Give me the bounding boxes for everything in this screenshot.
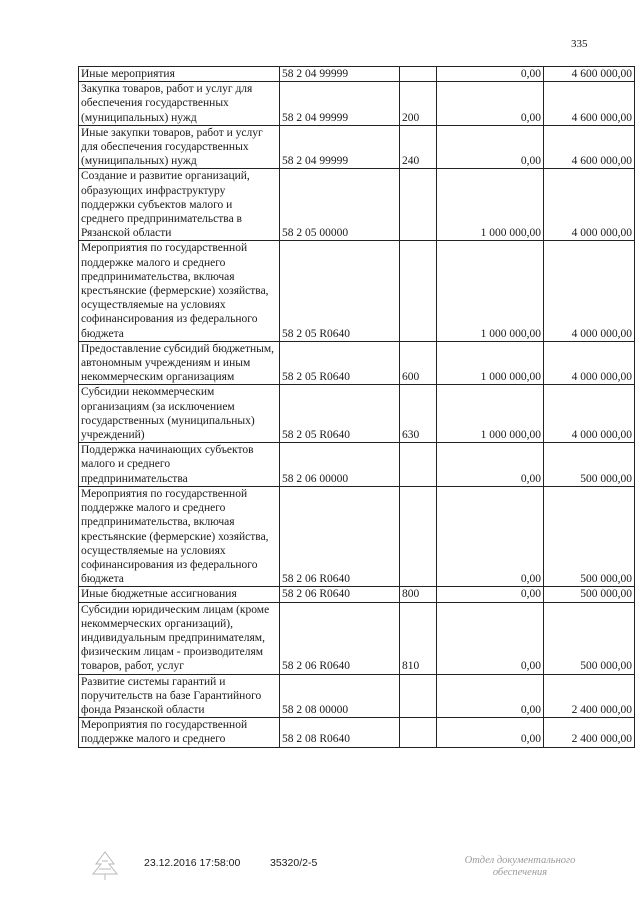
- cell-amount-b: 2 400 000,00: [544, 674, 635, 718]
- cell-type: 800: [400, 587, 437, 602]
- cell-name: Иные бюджетные ассигнования: [79, 587, 280, 602]
- cell-type: 240: [400, 125, 437, 169]
- cell-name: Иные мероприятия: [79, 67, 280, 82]
- cell-amount-b: 4 000 000,00: [544, 169, 635, 241]
- cell-amount-a: 1 000 000,00: [437, 341, 544, 385]
- cell-code: 58 2 04 99999: [280, 67, 400, 82]
- tree-stamp-icon: [88, 849, 122, 883]
- cell-name: Предоставление субсидий бюджетным, автономным учреждениям и иным некоммерческим организациям: [79, 341, 280, 385]
- table-row: [79, 385, 635, 443]
- cell-amount-a: 0,00: [437, 718, 544, 747]
- cell-amount-b: 500 000,00: [544, 486, 635, 586]
- cell-type: [400, 241, 437, 341]
- cell-code: 58 2 04 99999: [280, 125, 400, 169]
- cell-type: 600: [400, 341, 437, 385]
- table-row: [79, 602, 635, 674]
- page-number: 335: [571, 38, 588, 50]
- table-row: [79, 341, 635, 385]
- cell-name: Поддержка начинающих субъектов малого и среднего предпринимательства: [79, 443, 280, 487]
- table-row: [79, 67, 635, 82]
- table-row: [79, 125, 635, 169]
- cell-code: 58 2 04 99999: [280, 82, 400, 126]
- cell-amount-a: 1 000 000,00: [437, 169, 544, 241]
- cell-amount-b: 4 600 000,00: [544, 67, 635, 82]
- cell-amount-a: 1 000 000,00: [437, 385, 544, 443]
- cell-type: [400, 67, 437, 82]
- footer-department-line2: обеспечения: [492, 867, 548, 878]
- cell-name: Мероприятия по государственной поддержке малого и среднего предпринимательства, включая крестьянские (фермерские) хозяйства, осуществляемые на условиях софинансирования из федерального бюджета: [79, 241, 280, 341]
- cell-amount-a: 0,00: [437, 674, 544, 718]
- cell-amount-b: 500 000,00: [544, 602, 635, 674]
- cell-amount-a: 0,00: [437, 82, 544, 126]
- cell-type: 630: [400, 385, 437, 443]
- cell-amount-b: 4 600 000,00: [544, 125, 635, 169]
- cell-name: Мероприятия по государственной поддержке малого и среднего: [79, 718, 280, 747]
- footer-department: [440, 855, 600, 879]
- cell-amount-a: 0,00: [437, 67, 544, 82]
- cell-amount-b: 500 000,00: [544, 587, 635, 602]
- cell-amount-b: 4 600 000,00: [544, 82, 635, 126]
- cell-amount-b: 500 000,00: [544, 443, 635, 487]
- cell-code: 58 2 05 R0640: [280, 385, 400, 443]
- cell-amount-a: 1 000 000,00: [437, 241, 544, 341]
- table-row: [79, 241, 635, 341]
- cell-type: 200: [400, 82, 437, 126]
- cell-type: 810: [400, 602, 437, 674]
- cell-code: 58 2 06 R0640: [280, 486, 400, 586]
- cell-type: [400, 718, 437, 747]
- table-row: [79, 486, 635, 586]
- cell-amount-a: 0,00: [437, 587, 544, 602]
- cell-name: Развитие системы гарантий и поручительств на базе Гарантийного фонда Рязанской области: [79, 674, 280, 718]
- table-row: [79, 82, 635, 126]
- cell-name: Создание и развитие организаций, образующих инфраструктуру поддержки субъектов малого и среднего предпринимательства в Рязанской области: [79, 169, 280, 241]
- cell-code: 58 2 05 00000: [280, 169, 400, 241]
- table-row: [79, 674, 635, 718]
- cell-code: 58 2 06 R0640: [280, 587, 400, 602]
- cell-amount-b: 4 000 000,00: [544, 241, 635, 341]
- cell-amount-b: 2 400 000,00: [544, 718, 635, 747]
- cell-code: 58 2 05 R0640: [280, 341, 400, 385]
- cell-type: [400, 443, 437, 487]
- cell-amount-a: 0,00: [437, 602, 544, 674]
- cell-amount-a: 0,00: [437, 443, 544, 487]
- cell-type: [400, 169, 437, 241]
- cell-name: Субсидии юридическим лицам (кроме некоммерческих организаций), индивидуальным предпринимателям, физическим лицам - производителям товаров, работ, услуг: [79, 602, 280, 674]
- cell-code: 58 2 05 R0640: [280, 241, 400, 341]
- table-row: [79, 718, 635, 747]
- cell-amount-a: 0,00: [437, 486, 544, 586]
- cell-code: 58 2 06 00000: [280, 443, 400, 487]
- footer-datetime: 23.12.2016 17:58:00: [144, 857, 241, 869]
- cell-code: 58 2 06 R0640: [280, 602, 400, 674]
- cell-name: Иные закупки товаров, работ и услуг для обеспечения государственных (муниципальных) нужд: [79, 125, 280, 169]
- cell-name: Мероприятия по государственной поддержке малого и среднего предпринимательства, включая крестьянские (фермерские) хозяйства, осуществляемые на условиях софинансирования из федерального бюджета: [79, 486, 280, 586]
- cell-type: [400, 674, 437, 718]
- cell-code: 58 2 08 R0640: [280, 718, 400, 747]
- page-footer: [0, 857, 640, 897]
- cell-amount-b: 4 000 000,00: [544, 385, 635, 443]
- cell-type: [400, 486, 437, 586]
- footer-department-line1: Отдел документального: [464, 855, 576, 866]
- cell-code: 58 2 08 00000: [280, 674, 400, 718]
- table-row: [79, 169, 635, 241]
- cell-amount-a: 0,00: [437, 125, 544, 169]
- cell-amount-b: 4 000 000,00: [544, 341, 635, 385]
- table-row: [79, 443, 635, 487]
- table-row: [79, 587, 635, 602]
- budget-table: [78, 66, 635, 748]
- cell-name: Закупка товаров, работ и услуг для обеспечения государственных (муниципальных) нужд: [79, 82, 280, 126]
- footer-document-number: 35320/2-5: [270, 857, 318, 869]
- cell-name: Субсидии некоммерческим организациям (за исключением государственных (муниципальных) учреждений): [79, 385, 280, 443]
